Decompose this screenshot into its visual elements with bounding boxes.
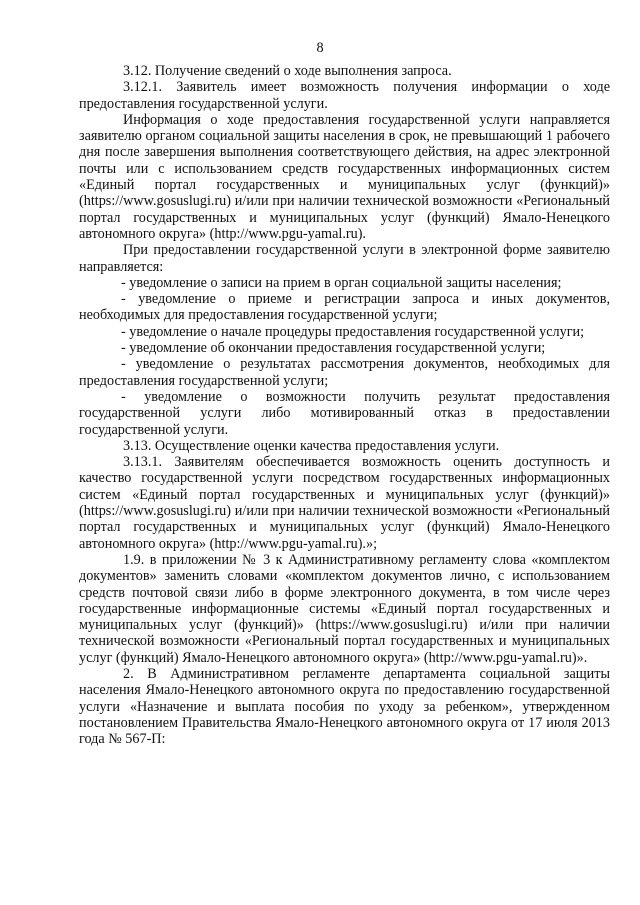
document-body	[79, 63, 610, 747]
paragraph-3-13-1: 3.13.1. Заявителям обеспечивается возможность оценить доступность и качество государственной услуги посредством государственных информационных систем «Единый портал государственных и муниципальных услуг (функций)» (https://www.gosuslugi.ru) и/или при наличии технической возможности «Региональный портал государственных и муниципальных услуг (функций) Ямало-Ненецкого автономного округа» (http://www.pgu-yamal.ru).»;	[79, 454, 610, 552]
paragraph-info-progress: Информация о ходе предоставления государственной услуги направляется заявителю органом социальной защиты населения в срок, не превышающий 1 рабочего дня после завершения выполнения соответствующего действия, на адрес электронной почты или с использованием средств государственных информационных систем «Единый портал государственных и муниципальных услуг (функций)» (https://www.gosuslugi.ru) и/или при наличии технической возможности «Региональный портал государственных и муниципальных услуг (функций) Ямало-Ненецкого автономного округа» (http://www.pgu-yamal.ru).	[79, 111, 610, 242]
section-heading-3-12: 3.12. Получение сведений о ходе выполнения запроса.	[123, 63, 452, 79]
list-item-notification-appointment: - уведомление о записи на прием в орган социальной защиты населения;	[121, 274, 562, 291]
paragraph-1-9: 1.9. в приложении № 3 к Административному регламенту слова «комплектом документов» заменить словами «комплектом документов лично, с использованием средств почтовой связи либо в форме электронного документа, в том числе через государственные информационные системы «Единый портал государственных и муниципальных услуг (функций)» (https://www.gosuslugi.ru) и/или при наличии технической возможности «Региональный портал государственных и муниципальных услуг (функций) Ямало-Ненецкого автономного округа» (http://www.pgu-yamal.ru)».	[79, 551, 610, 666]
paragraph-electronic-form: При предоставлении государственной услуги в электронной форме заявителю направляется:	[79, 242, 610, 275]
page-number: 8	[316, 40, 324, 56]
list-item-notification-outcome: - уведомление о возможности получить результат предоставления государственной услуги либо мотивированный отказ в предоставлении государственной услуги.	[79, 388, 610, 438]
list-item-notification-registration: - уведомление о приеме и регистрации запроса и иных документов, необходимых для предоставления государственной услуги;	[79, 291, 610, 324]
paragraph-3-12-1: 3.12.1. Заявитель имеет возможность получения информации о ходе предоставления государственной услуги.	[79, 79, 610, 112]
list-item-notification-start: - уведомление о начале процедуры предоставления государственной услуги;	[121, 323, 585, 340]
paragraph-2: 2. В Административном регламенте департамента социальной защиты населения Ямало-Ненецкого автономного округа по предоставлению государственной услуги «Назначение и выплата пособия по уходу за ребенком», утвержденном постановлением Правительства Ямало-Ненецкого автономного округа от 17 июля 2013 года № 567-П:	[79, 665, 610, 748]
list-item-notification-end: - уведомление об окончании предоставления государственной услуги;	[121, 340, 546, 357]
section-heading-3-13: 3.13. Осуществление оценки качества предоставления услуги.	[123, 437, 500, 454]
list-item-notification-results: - уведомление о результатах рассмотрения документов, необходимых для предоставления государственной услуги;	[79, 356, 610, 389]
